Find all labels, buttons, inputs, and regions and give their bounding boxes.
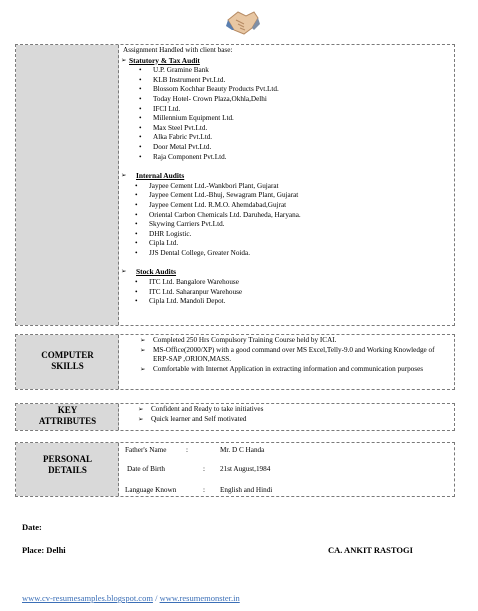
stock-audit-item: • ITC Ltd. Saharanpur Warehouse [116,288,454,298]
statutory-heading: Statutory & Tax Audit [129,55,200,65]
computer-skills-left-cell [16,335,119,389]
statutory-audit-item: • Raja Component Pvt.Ltd. [120,153,454,163]
internal-list [116,182,454,259]
key-attributes-table [15,403,455,431]
key-attributes-label [16,405,119,427]
personal-details-label-line2: DETAILS [48,465,87,475]
key-attribute-item: ➢ Quick learner and Self motivated [133,415,454,425]
computer-skills-label [16,350,119,372]
experience-left-cell [16,45,119,325]
internal-audit-item: • Jaypee Cement Ltd.-Bhuj, Sewagram Plant, Gujarat [116,191,454,201]
stock-list [116,278,454,307]
key-attribute-item: ➢ Confident and Ready to take initiatives [133,405,454,415]
computer-skill-item: ➢ Comfortable with Internet Application in extracting information and communication purposes [135,365,446,375]
personal-details-label-line1: PERSONAL [42,454,92,464]
stock-heading: Stock Audits [136,267,177,277]
statutory-audit-item: • U.P. Gramine Bank [120,66,454,76]
statutory-audit-item: • Alka Fabric Pvt.Ltd. [120,133,454,143]
internal-heading-row [120,171,454,182]
statutory-list [120,66,454,162]
key-attributes-content [120,405,454,430]
dob-sep: : [203,465,205,473]
key-attributes-label-line1: KEY [57,405,78,415]
personal-details-left-cell [16,443,119,496]
key-attributes-left-cell [16,404,119,430]
date-label: Date: [22,522,42,532]
computer-skills-content [120,336,454,389]
father-name-sep: : [186,446,188,454]
personal-details-label [16,454,119,476]
key-attributes-label-line2: ATTRIBUTES [38,416,97,426]
computer-skills-label-line1: COMPUTER [41,350,94,360]
handshake-icon [224,6,260,40]
statutory-audit-item: • Today Hotel- Crown Plaza,Okhla,Delhi [120,95,454,105]
footer-links [22,593,240,603]
key-attributes-list [120,405,454,424]
internal-audit-item: • Jaypee Cement Ltd.-Wankbori Plant, Gujarat [116,182,454,192]
computer-skills-table [15,334,455,390]
stock-audit-item: • ITC Ltd. Bangalore Warehouse [116,278,454,288]
personal-details-content [120,443,454,496]
internal-audit-item: • Oriental Carbon Chemicals Ltd. Daruheda, Haryana. [116,211,454,221]
statutory-audit-item: • KLB Instrument Pvt.Ltd. [120,76,454,86]
experience-content [120,45,454,325]
link-cv-resumesamples[interactable]: www.cv-resumesamples.blogspot.com [22,593,153,603]
computer-skill-item: ➢ Completed 250 Hrs Compulsory Training Course held by ICAI. [135,336,446,346]
internal-audit-item: • Cipla Ltd. [116,239,454,249]
statutory-audit-item: • IFCI Ltd. [120,105,454,115]
statutory-audit-item: • Millennium Equipment Ltd. [120,114,454,124]
dob-label: Date of Birth [127,465,165,473]
stock-audit-item: • Cipla Ltd. Mandoli Depot. [116,297,454,307]
internal-audit-item: • Jaypee Cement Ltd. R.M.O. Ahemdabad,Gujrat [116,201,454,211]
internal-audit-item: • Skywing Carriers Pvt.Ltd. [116,220,454,230]
link-resumemonster[interactable]: www.resumemonster.in [159,593,240,603]
stock-heading-row [120,267,454,278]
language-sep: : [203,486,205,494]
personal-details-table [15,442,455,497]
father-name-value: Mr. D C Handa [220,446,265,454]
experience-table [15,44,455,326]
assignment-intro: Assignment Handled with client base: [123,46,233,54]
link-separator: / [152,593,160,603]
dob-value: 21st August,1984 [220,465,271,473]
statutory-heading-row [120,56,454,67]
internal-audit-item: • DHR Logistic. [116,230,454,240]
language-value: English and Hindi [220,486,273,494]
place-label: Place: Delhi [22,545,66,555]
signature: CA. ANKIT RASTOGI [328,545,413,555]
computer-skill-item: ➢ MS-Office(2000/XP) with a good command over MS Excel,Telly-9.0 and Working Knowledge of ERP-SAP ,ORION,MASS. [135,346,446,365]
statutory-audit-item: • Max Steel Pvt.Ltd. [120,124,454,134]
internal-audit-item: • JJS Dental College, Greater Noida. [116,249,454,259]
computer-skills-label-line2: SKILLS [51,361,84,371]
computer-skills-list [120,336,446,374]
internal-heading: Internal Audits [136,171,185,181]
father-name-label: Father's Name [125,446,167,454]
statutory-audit-item: • Door Metal Pvt.Ltd. [120,143,454,153]
language-label: Language Known [125,486,177,494]
statutory-audit-item: • Blossom Kochhar Beauty Products Pvt.Ltd. [120,85,454,95]
